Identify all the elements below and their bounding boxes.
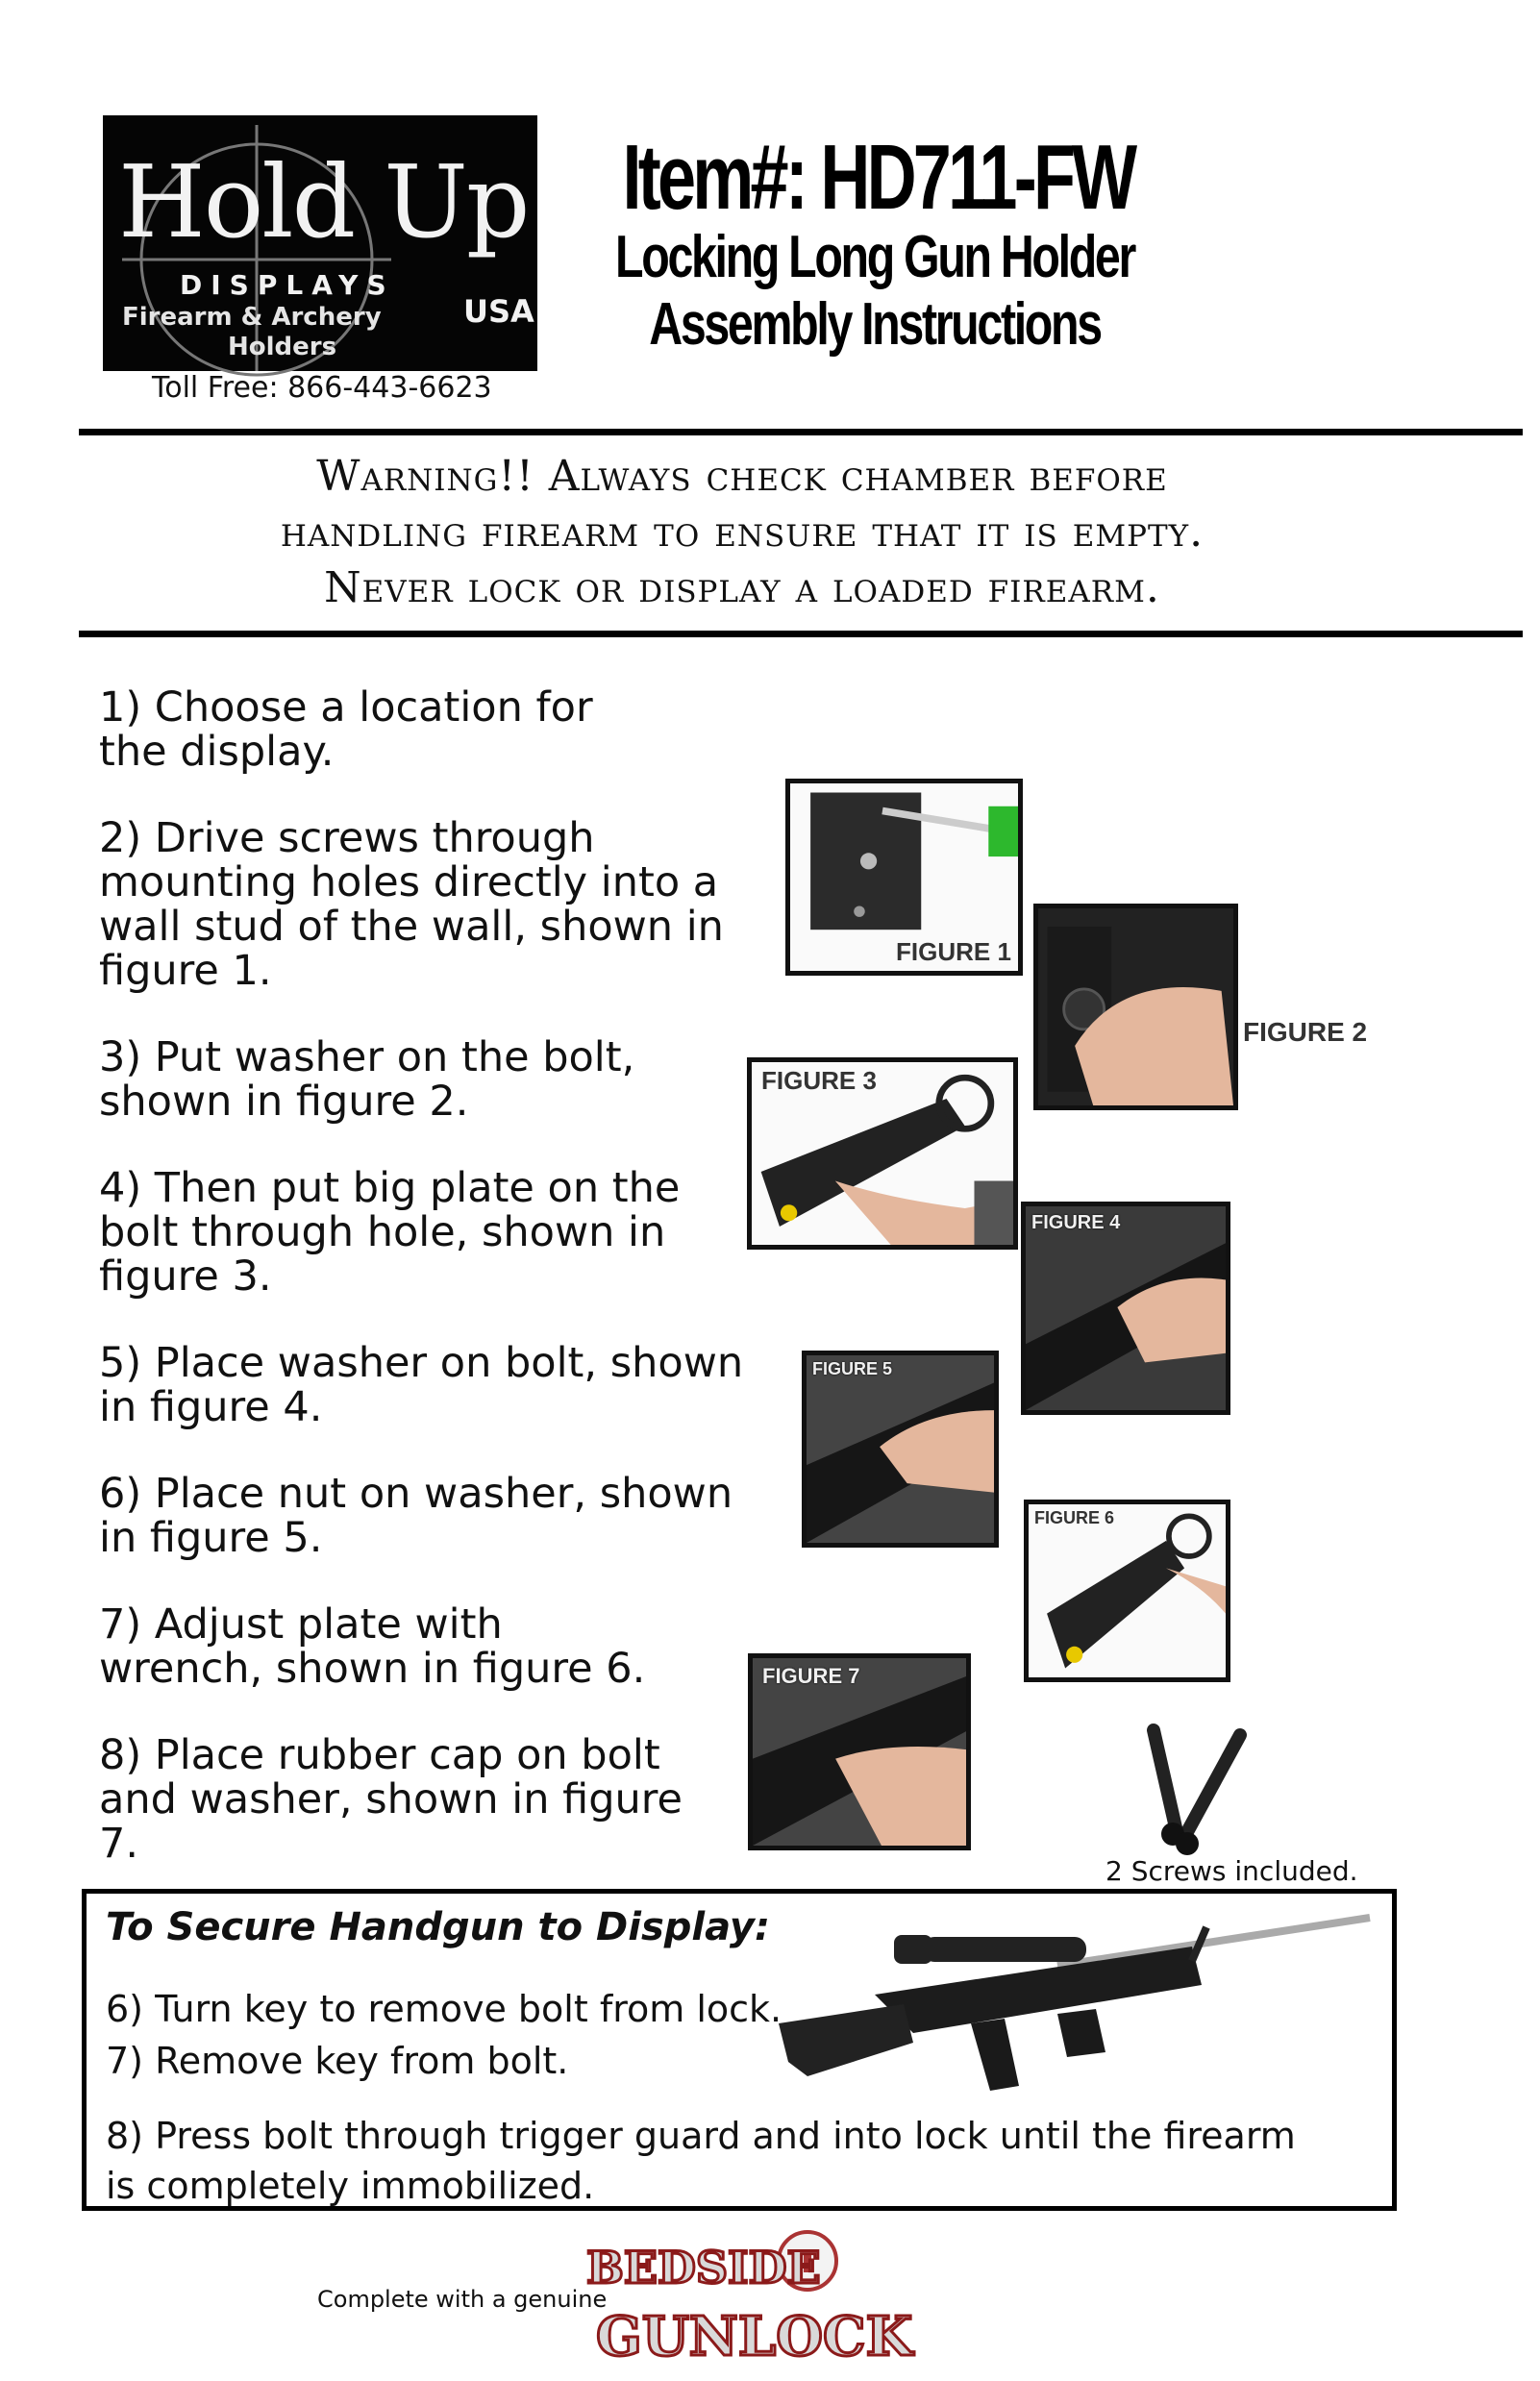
logo-text-main: Hold Up [118, 143, 529, 260]
step-1: 1) Choose a location for the display. [99, 683, 593, 776]
step-6: 6) Place nut on washer, shown in figure 5. [99, 1470, 733, 1562]
document-type: Assembly Instructions [649, 291, 1101, 358]
product-name: Locking Long Gun Holder [615, 224, 1134, 290]
handgun-step-8-continued: is completely immobilized. [106, 2165, 595, 2207]
figure-2-image [1033, 904, 1238, 1110]
assembly-steps [99, 685, 772, 1908]
figure-2-label: FIGURE 2 [1243, 1017, 1368, 1047]
bedside-gunlock-logo [577, 2220, 913, 2374]
handgun-step-8: 8) Press bolt through trigger guard and into lock until the firearm [106, 2115, 1296, 2157]
step-8: 8) Place rubber cap on bolt and washer, shown in figure 7. [99, 1731, 683, 1868]
figure-3-label: FIGURE 3 [761, 1066, 877, 1095]
warning-block [79, 449, 1405, 616]
figure-5-label: FIGURE 5 [812, 1359, 893, 1378]
handgun-step-6: 6) Turn key to remove bolt from lock. [106, 1988, 782, 2030]
figure-6-image [1024, 1500, 1230, 1682]
figure-1-image [785, 779, 1023, 976]
hold-up-displays-logo [103, 115, 537, 371]
figure-7-label: FIGURE 7 [762, 1664, 860, 1688]
handgun-box-heading: To Secure Handgun to Display: [106, 1905, 770, 1949]
figure-7-image [748, 1653, 971, 1850]
step-3: 3) Put washer on the bolt, shown in figure 2. [99, 1033, 635, 1126]
handgun-step-7: 7) Remove key from bolt. [106, 2040, 569, 2082]
bottom-divider [79, 631, 1523, 637]
figure-4-label: FIGURE 4 [1031, 1212, 1121, 1233]
item-number: Item#: HD711-FW [622, 126, 1134, 229]
figure-6-label: FIGURE 6 [1034, 1508, 1115, 1527]
step-5: 5) Place washer on bolt, shown in figure 4. [99, 1339, 744, 1431]
figure-1-label: FIGURE 1 [896, 937, 1011, 966]
warning-line-2: handling firearm to ensure that it is empty. [280, 508, 1205, 557]
logo-text-firearm: Firearm & Archery [122, 303, 382, 332]
screws-icon [1134, 1721, 1259, 1855]
step-4: 4) Then put big plate on the bolt through hole, shown in figure 3. [99, 1164, 681, 1301]
figure-3-image [747, 1057, 1018, 1250]
logo-text-usa: USA [463, 293, 534, 330]
top-divider [79, 429, 1523, 435]
brand-line-1: BEDSIDE [586, 2242, 821, 2294]
warning-line-3: Never lock or display a loaded firearm. [324, 563, 1160, 612]
figure-4-image [1021, 1202, 1230, 1415]
brand-line-2: GUNLOCK [596, 2305, 913, 2369]
rifle-image [769, 1908, 1375, 2100]
complete-with-genuine-text: Complete with a genuine [317, 2286, 608, 2313]
toll-free-number: Toll Free: 866-443-6623 [152, 371, 492, 405]
screws-caption: 2 Screws included. [1105, 1855, 1358, 1887]
warning-line-1: Warning!! Always check chamber before [316, 452, 1168, 501]
logo-text-displays: DISPLAYS [180, 269, 395, 301]
step-2: 2) Drive screws through mounting holes directly into a wall stud of the wall, shown in figure 1. [99, 814, 724, 995]
logo-text-holders: Holders [228, 333, 337, 361]
step-7: 7) Adjust plate with wrench, shown in figure 6. [99, 1600, 646, 1693]
figure-5-image [802, 1351, 999, 1548]
